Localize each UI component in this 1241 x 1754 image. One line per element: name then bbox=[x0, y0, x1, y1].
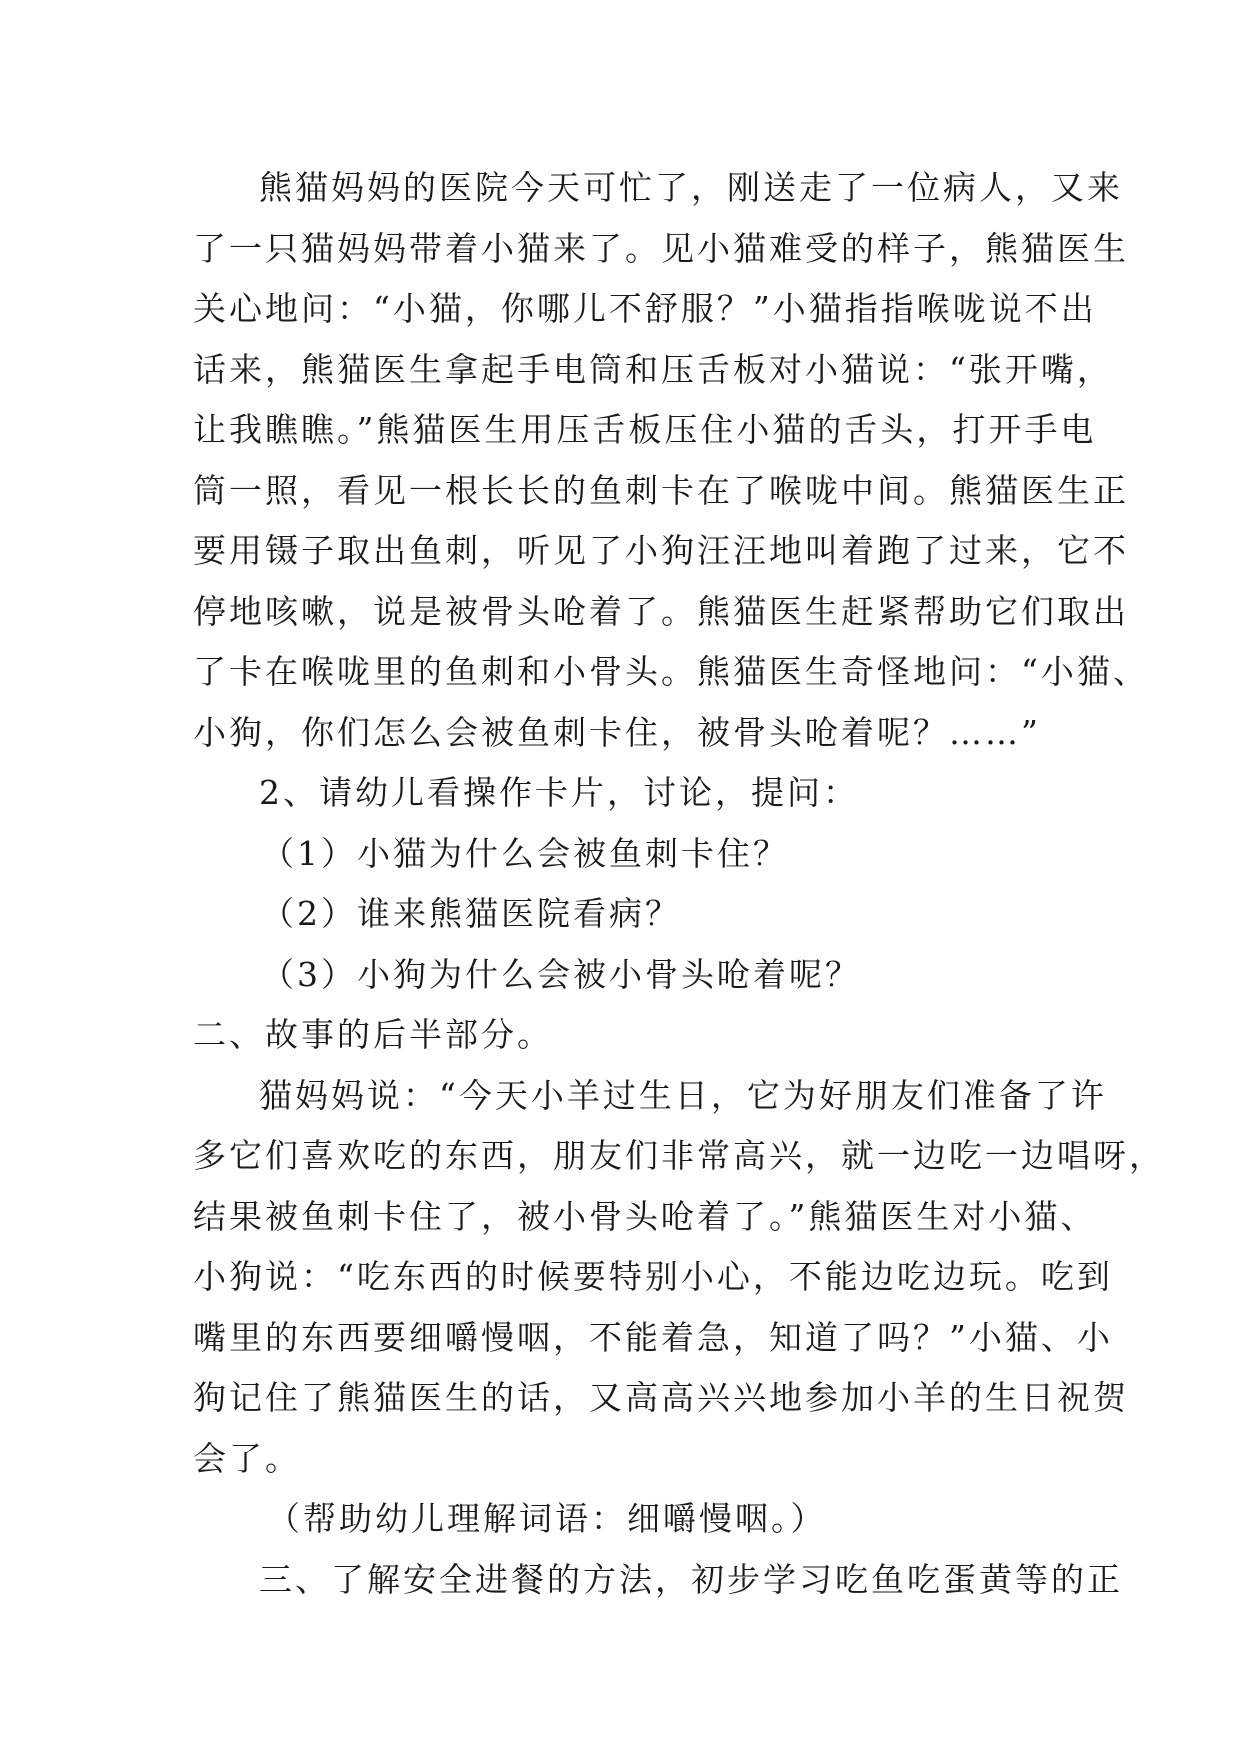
story-line: 让我瞧瞧。”熊猫医生用压舌板压住小猫的舌头，打开手电 bbox=[193, 410, 1097, 449]
section-two-heading: 二、故事的后半部分。 bbox=[193, 1015, 553, 1054]
discussion-question: （2）谁来熊猫医院看病？ bbox=[261, 894, 681, 933]
story-line: 多它们喜欢吃的东西，朋友们非常高兴，就一边吃一边唱呀， bbox=[193, 1136, 1165, 1175]
story-line: 停地咳嗽，说是被骨头呛着了。熊猫医生赶紧帮助它们取出 bbox=[193, 591, 1129, 631]
story-line: 猫妈妈说：“今天小羊过生日，它为好朋友们准备了许 bbox=[259, 1075, 1107, 1115]
vocabulary-note: （帮助幼儿理解词语：细嚼慢咽。） bbox=[267, 1499, 827, 1538]
document-body bbox=[193, 158, 1165, 1610]
discussion-intro: 2、请幼儿看操作卡片，讨论，提问： bbox=[259, 773, 859, 812]
story-line: 小狗说：“吃东西的时候要特别小心，不能边吃边玩。吃到 bbox=[193, 1257, 1113, 1296]
story-line: 狗记住了熊猫医生的话，又高高兴兴地参加小羊的生日祝贺 bbox=[193, 1378, 1129, 1417]
story-line: 了一只猫妈妈带着小猫来了。见小猫难受的样子，熊猫医生 bbox=[193, 228, 1129, 268]
story-line: 会了。 bbox=[193, 1438, 301, 1478]
discussion-question: （3）小狗为什么会被小骨头呛着呢？ bbox=[261, 954, 861, 994]
section-three-heading: 三、了解安全进餐的方法，初步学习吃鱼吃蛋黄等的正 bbox=[259, 1559, 1123, 1599]
story-line: 小狗，你们怎么会被鱼刺卡住，被骨头呛着呢？……” bbox=[193, 712, 1041, 752]
story-line: 嘴里的东西要细嚼慢咽，不能着急，知道了吗？”小猫、小 bbox=[193, 1317, 1113, 1357]
story-line: 要用镊子取出鱼刺，听见了小狗汪汪地叫着跑了过来，它不 bbox=[193, 531, 1129, 570]
story-line: 了卡在喉咙里的鱼刺和小骨头。熊猫医生奇怪地问：“小猫、 bbox=[193, 652, 1149, 691]
story-line: 熊猫妈妈的医院今天可忙了，刚送走了一位病人，又来 bbox=[259, 168, 1123, 207]
discussion-question: （1）小猫为什么会被鱼刺卡住？ bbox=[261, 833, 789, 873]
story-line: 结果被鱼刺卡住了，被小骨头呛着了。”熊猫医生对小猫、 bbox=[193, 1196, 1097, 1236]
story-line: 话来，熊猫医生拿起手电筒和压舌板对小猫说：“张开嘴， bbox=[193, 349, 1113, 389]
story-line: 关心地问：“小猫，你哪儿不舒服？”小猫指指喉咙说不出 bbox=[193, 289, 1097, 328]
story-line: 筒一照，看见一根长长的鱼刺卡在了喉咙中间。熊猫医生正 bbox=[193, 470, 1129, 510]
